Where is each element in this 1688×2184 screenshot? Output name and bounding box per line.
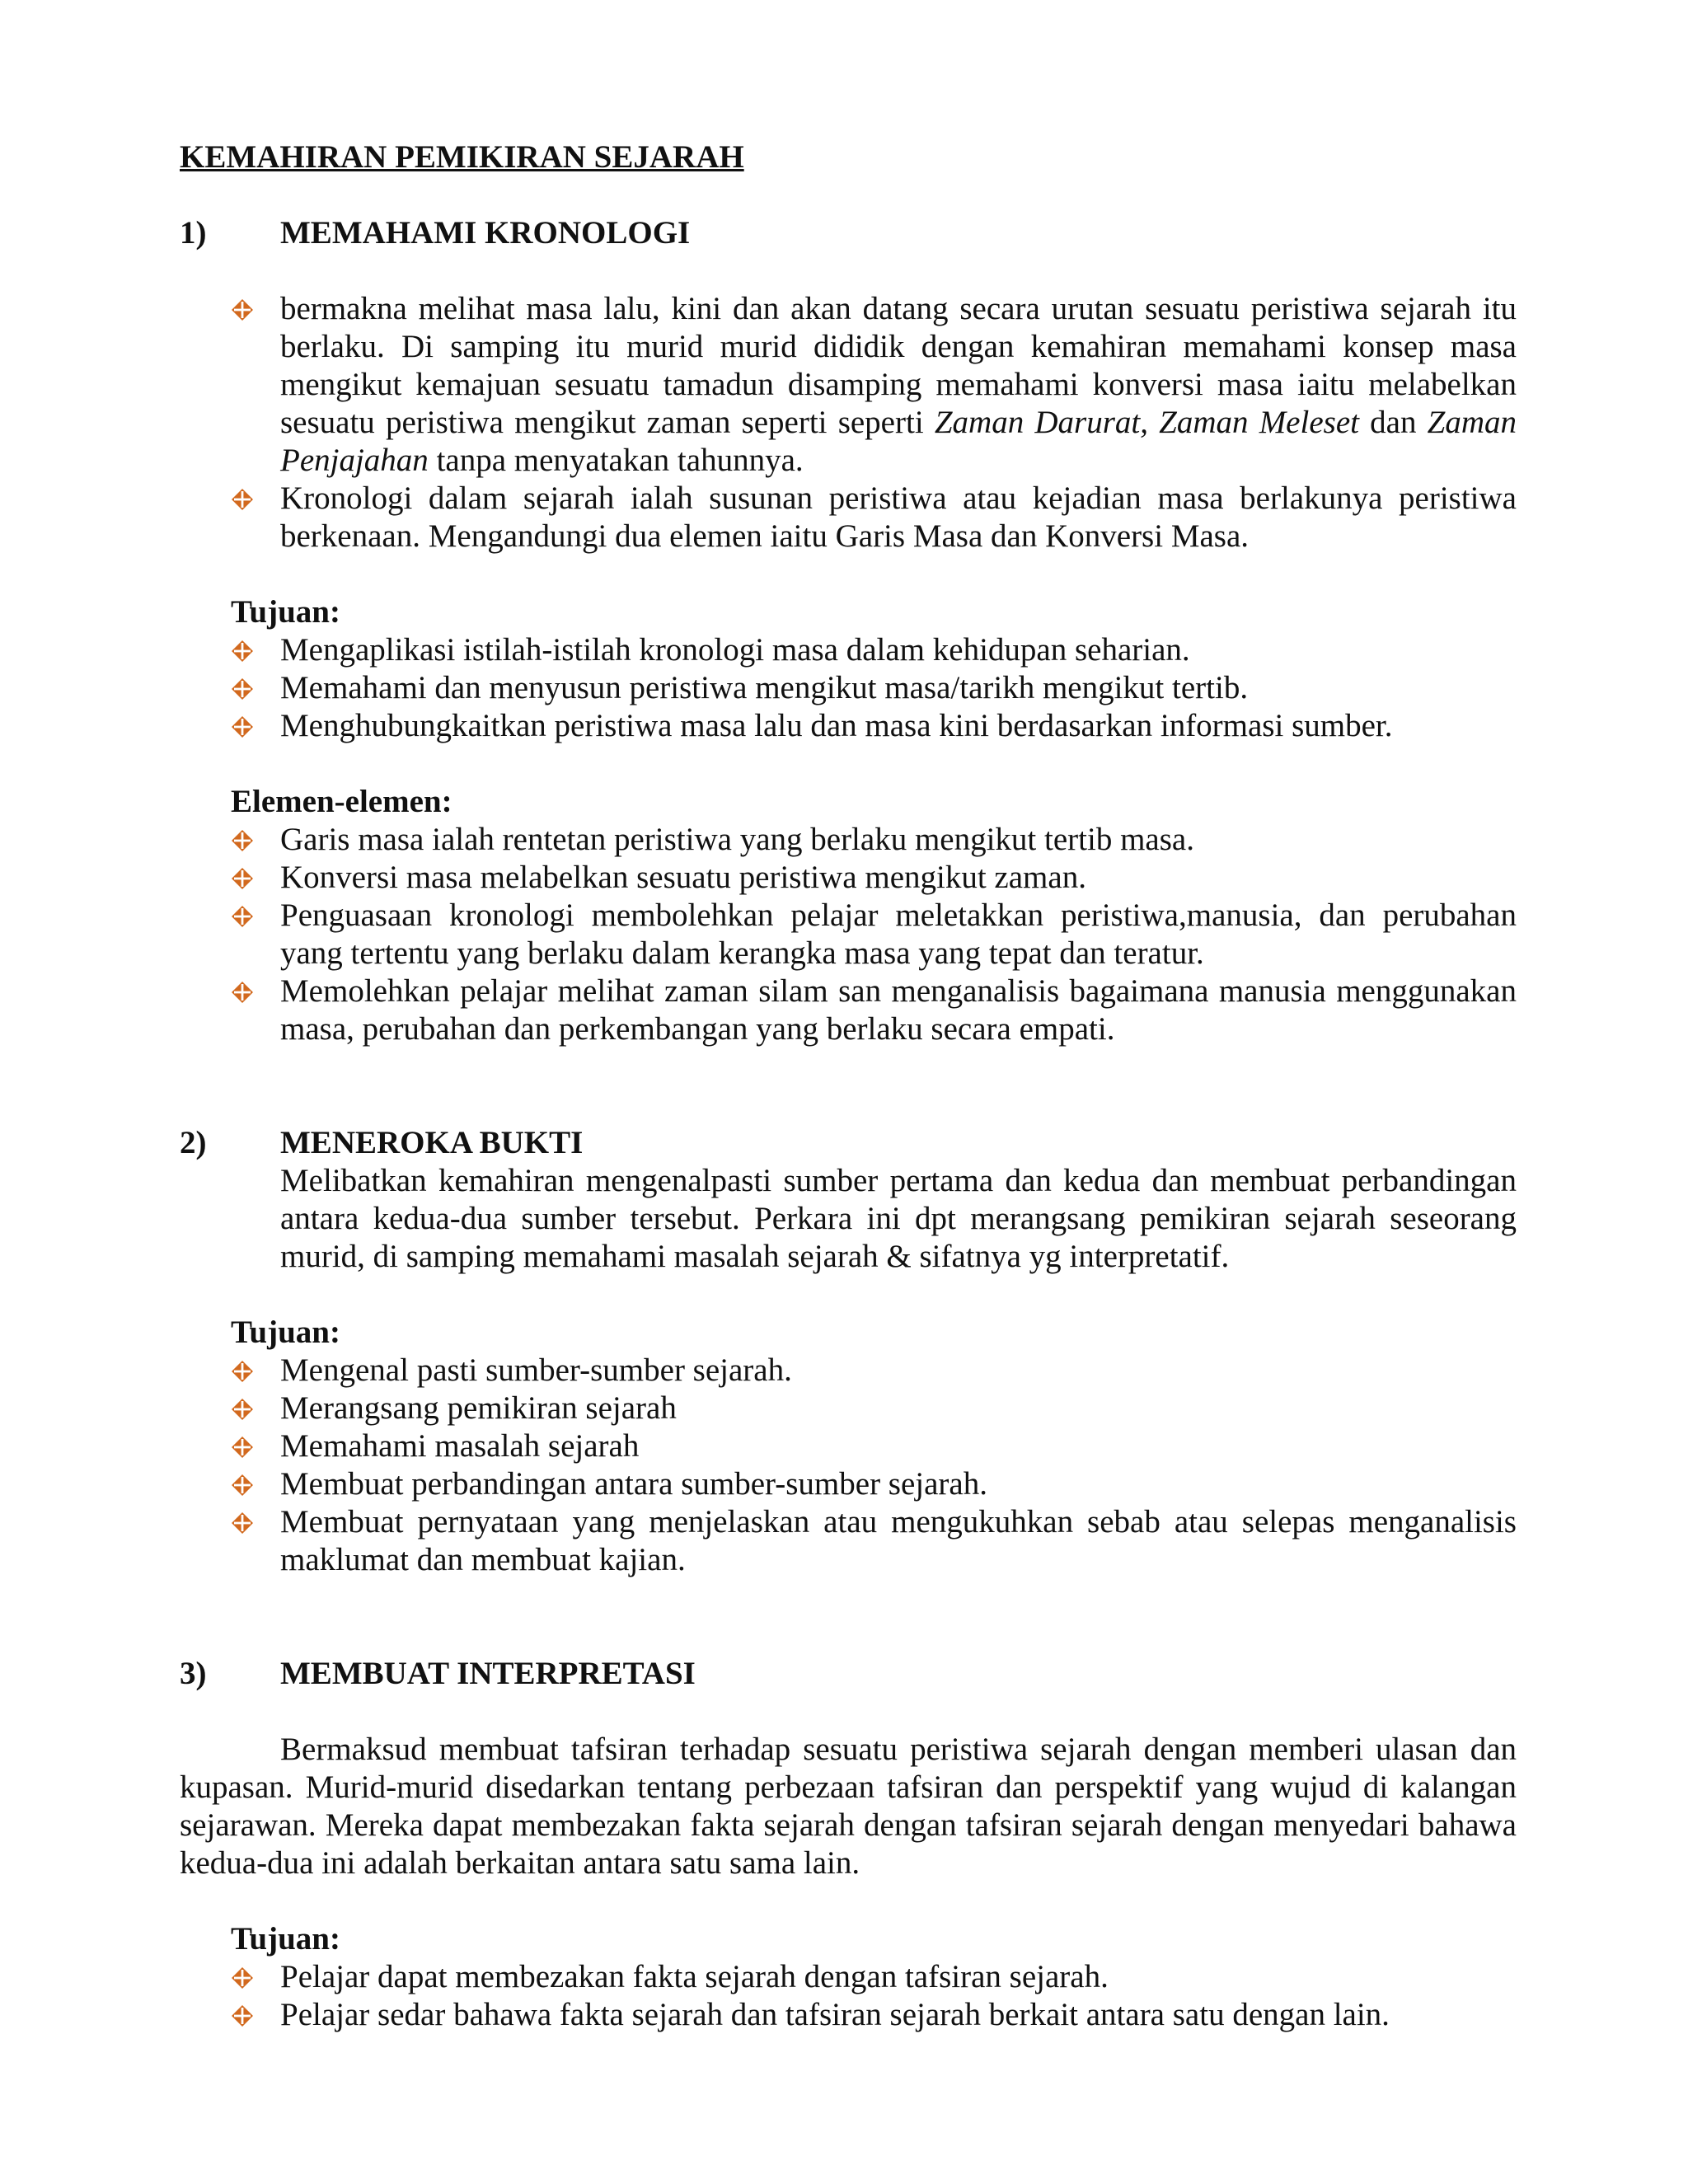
section-heading-3 (180, 1655, 1517, 1693)
list-item-text: Memahami dan menyusun peristiwa mengikut masa/tarikh mengikut tertib. (280, 670, 1249, 705)
list-item (180, 480, 1517, 555)
section-paragraph: Bermaksud membuat tafsiran terhadap sesuatu peristiwa sejarah dengan memberi ulasan dan kupasan. Murid-murid disedarkan tentang perbezaan tafsiran dan perspektif yang wujud di kalangan sejarawan. Mereka dapat membezakan fakta sejarah dengan tafsiran sejarah dengan menyedari bahawa kedua-dua ini adalah berkaitan antara satu sama lain. (180, 1732, 1517, 1881)
list-item (180, 897, 1517, 972)
subheading-tujuan: Tujuan: (231, 1921, 340, 1957)
list-item-text: Penguasaan kronologi membolehkan pelajar meletakkan peristiwa,manusia, dan perubahan yang tertentu yang berlaku dalam kerangka masa yang tepat dan teratur. (280, 898, 1517, 971)
list-item (180, 707, 1517, 745)
list-item-text: Mengaplikasi istilah-istilah kronologi masa dalam kehidupan seharian. (280, 632, 1190, 668)
subheading-tujuan: Tujuan: (231, 1315, 340, 1350)
list-item-text: Pelajar sedar bahawa fakta sejarah dan tafsiran sejarah berkait antara satu dengan lain. (280, 1997, 1390, 2032)
list-item (180, 1390, 1517, 1427)
list-item-text: Membuat pernyataan yang menjelaskan atau mengukuhkan sebab atau selepas menganalisis maklumat dan membuat kajian. (280, 1504, 1517, 1577)
list-item (180, 1996, 1517, 2034)
document-title: KEMAHIRAN PEMIKIRAN SEJARAH (180, 139, 744, 175)
list-item (180, 1503, 1517, 1579)
list-item (180, 631, 1517, 669)
list-item-text: Merangsang pemikiran sejarah (280, 1390, 677, 1426)
list-item-text: Memolehkan pelajar melihat zaman silam san menganalisis bagaimana manusia menggunakan masa, perubahan dan perkembangan yang berlaku secara empati. (280, 973, 1517, 1047)
orange-diamond-cross-icon (231, 640, 254, 663)
bullet-list-tujuan-2 (180, 1352, 1517, 1579)
section-title: MEMAHAMI KRONOLOGI (280, 215, 691, 251)
list-item (180, 669, 1517, 707)
orange-diamond-cross-icon (231, 905, 254, 928)
orange-diamond-cross-icon (231, 829, 254, 852)
orange-diamond-cross-icon (231, 2004, 254, 2027)
italic-text: Zaman Darurat, Zaman Meleset (934, 405, 1359, 440)
list-item-text: Mengenal pasti sumber-sumber sejarah. (280, 1352, 792, 1388)
list-item-text: Garis masa ialah rentetan peristiwa yang berlaku mengikut tertib masa. (280, 822, 1194, 857)
italic-text: Zaman Penjajahan (280, 405, 1517, 478)
orange-diamond-cross-icon (231, 1474, 254, 1497)
section-number: 3) (180, 1656, 207, 1691)
text-run: tanpa menyatakan tahunnya. (436, 443, 804, 478)
orange-diamond-cross-icon (231, 488, 254, 511)
orange-diamond-cross-icon (231, 867, 254, 890)
section-title: MEMBUAT INTERPRETASI (280, 1656, 696, 1691)
text-run: bermakna melihat masa lalu, kini dan akan datang secara urutan sesuatu peristiwa sejarah itu berlaku. Di samping itu murid murid dididik dengan kemahiran memahami konsep masa mengikut kemajuan sesuatu tamadun disamping memahami konversi masa iaitu melabelkan sesuatu peristiwa mengikut zaman seperti seperti (280, 291, 1517, 440)
bullet-list-tujuan-1 (180, 631, 1517, 745)
section-heading-2 (180, 1124, 1517, 1162)
list-item-text: Kronologi dalam sejarah ialah susunan peristiwa atau kejadian masa berlakunya peristiwa berkenaan. Mengandungi dua elemen iaitu Garis Masa dan Konversi Masa. (280, 480, 1517, 554)
list-item-text: Menghubungkaitkan peristiwa masa lalu dan masa kini berdasarkan informasi sumber. (280, 708, 1393, 743)
orange-diamond-cross-icon (231, 1436, 254, 1459)
orange-diamond-cross-icon (231, 1966, 254, 1990)
section-number: 1) (180, 215, 207, 251)
bullet-list-kronologi (180, 290, 1517, 555)
orange-diamond-cross-icon (231, 981, 254, 1004)
section-paragraph: Melibatkan kemahiran mengenalpasti sumber pertama dan kedua dan membuat perbandingan antara kedua-dua sumber tersebut. Perkara ini dpt merangsang pemikiran sejarah seseorang murid, di samping memahami masalah sejarah & sifatnya yg interpretatif. (280, 1163, 1517, 1274)
bullet-list-tujuan-3 (180, 1958, 1517, 2034)
section-number: 2) (180, 1125, 207, 1160)
list-item (180, 821, 1517, 859)
orange-diamond-cross-icon (231, 677, 254, 701)
list-item-text: Memahami masalah sejarah (280, 1428, 640, 1464)
list-item (180, 972, 1517, 1048)
list-item-text: Pelajar dapat membezakan fakta sejarah dengan tafsiran sejarah. (280, 1959, 1109, 1994)
orange-diamond-cross-icon (231, 298, 254, 321)
list-item (180, 1427, 1517, 1465)
section-title: MENEROKA BUKTI (280, 1125, 584, 1160)
list-item (180, 1352, 1517, 1390)
bullet-list-elemen (180, 821, 1517, 1048)
orange-diamond-cross-icon (231, 715, 254, 738)
subheading-tujuan: Tujuan: (231, 594, 340, 630)
orange-diamond-cross-icon (231, 1398, 254, 1421)
section-heading-1 (180, 214, 1517, 252)
list-item (180, 290, 1517, 480)
subheading-elemen: Elemen-elemen: (231, 784, 452, 819)
document-body (180, 138, 1517, 2034)
list-item-text: Membuat perbandingan antara sumber-sumber sejarah. (280, 1466, 987, 1502)
list-item (180, 1465, 1517, 1503)
text-run: dan (1370, 405, 1417, 440)
orange-diamond-cross-icon (231, 1360, 254, 1383)
list-item (180, 859, 1517, 897)
list-item (180, 1958, 1517, 1996)
list-item-text: Konversi masa melabelkan sesuatu peristiwa mengikut zaman. (280, 860, 1086, 895)
orange-diamond-cross-icon (231, 1511, 254, 1535)
